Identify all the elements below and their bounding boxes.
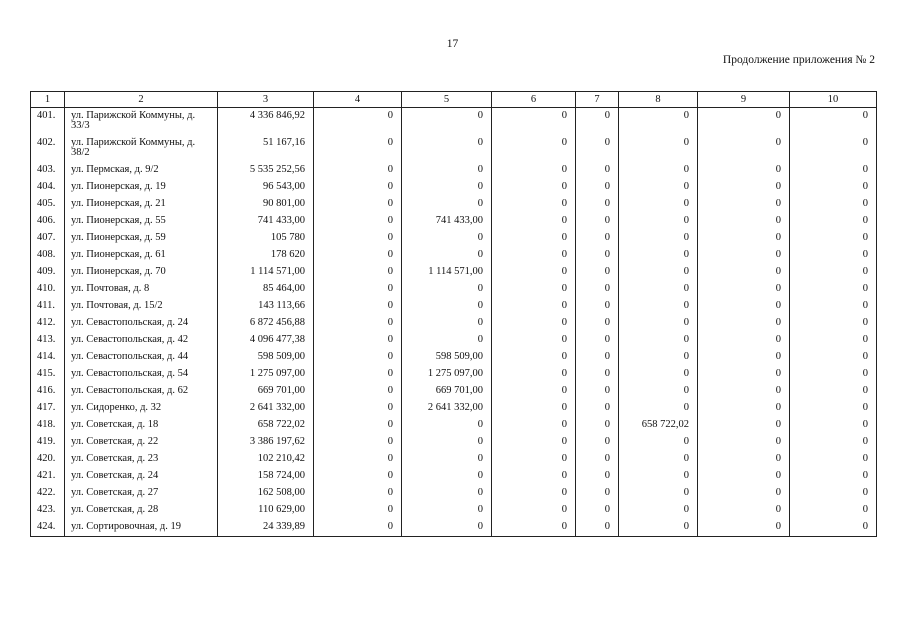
col3-value: 143 113,66 [218,298,314,315]
table-row [31,196,877,213]
col10-value: 0 [790,502,877,519]
table-row [31,332,877,349]
col6-value: 0 [492,196,576,213]
col5-value: 0 [402,332,492,349]
table-body [31,108,877,537]
col7-value: 0 [576,366,619,383]
col6-value: 0 [492,417,576,434]
col9-value: 0 [698,315,790,332]
row-number: 401. [31,108,65,136]
col6-value: 0 [492,213,576,230]
address-cell: ул. Советская, д. 24 [65,468,218,485]
col8-value: 0 [619,135,698,162]
column-header: 8 [619,92,698,108]
col4-value: 0 [314,451,402,468]
col5-value: 0 [402,230,492,247]
col4-value: 0 [314,383,402,400]
col4-value: 0 [314,162,402,179]
col10-value: 0 [790,230,877,247]
col8-value: 0 [619,196,698,213]
address-cell: ул. Пермская, д. 9/2 [65,162,218,179]
col5-value: 0 [402,315,492,332]
address-cell: ул. Сидоренко, д. 32 [65,400,218,417]
col7-value: 0 [576,315,619,332]
col6-value: 0 [492,485,576,502]
col3-value: 24 339,89 [218,519,314,537]
col9-value: 0 [698,366,790,383]
col9-value: 0 [698,451,790,468]
col5-value: 1 114 571,00 [402,264,492,281]
col9-value: 0 [698,162,790,179]
col4-value: 0 [314,315,402,332]
row-number: 416. [31,383,65,400]
col7-value: 0 [576,108,619,136]
table-row [31,179,877,196]
col4-value: 0 [314,485,402,502]
col6-value: 0 [492,383,576,400]
col3-value: 598 509,00 [218,349,314,366]
col3-value: 110 629,00 [218,502,314,519]
col9-value: 0 [698,383,790,400]
address-cell: ул. Севастопольская, д. 44 [65,349,218,366]
col7-value: 0 [576,247,619,264]
col3-value: 5 535 252,56 [218,162,314,179]
row-number: 409. [31,264,65,281]
col7-value: 0 [576,502,619,519]
column-header: 3 [218,92,314,108]
col10-value: 0 [790,298,877,315]
row-number: 422. [31,485,65,502]
col3-value: 4 336 846,92 [218,108,314,136]
col4-value: 0 [314,468,402,485]
col7-value: 0 [576,135,619,162]
row-number: 403. [31,162,65,179]
col3-value: 2 641 332,00 [218,400,314,417]
col4-value: 0 [314,179,402,196]
col3-value: 1 114 571,00 [218,264,314,281]
address-cell: ул. Советская, д. 23 [65,451,218,468]
col4-value: 0 [314,519,402,537]
col8-value: 0 [619,468,698,485]
col4-value: 0 [314,400,402,417]
address-cell: ул. Почтовая, д. 15/2 [65,298,218,315]
address-cell: ул. Пионерская, д. 61 [65,247,218,264]
col8-value: 0 [619,434,698,451]
col7-value: 0 [576,400,619,417]
col9-value: 0 [698,332,790,349]
col5-value: 0 [402,485,492,502]
col9-value: 0 [698,417,790,434]
col10-value: 0 [790,281,877,298]
col8-value: 0 [619,451,698,468]
row-number: 424. [31,519,65,537]
col9-value: 0 [698,298,790,315]
col6-value: 0 [492,315,576,332]
column-header: 2 [65,92,218,108]
col9-value: 0 [698,502,790,519]
col9-value: 0 [698,281,790,298]
column-header: 5 [402,92,492,108]
col5-value: 2 641 332,00 [402,400,492,417]
col8-value: 0 [619,400,698,417]
col5-value: 741 433,00 [402,213,492,230]
col6-value: 0 [492,108,576,136]
address-cell: ул. Севастопольская, д. 42 [65,332,218,349]
col7-value: 0 [576,434,619,451]
address-cell: ул. Парижской Коммуны, д. 38/2 [65,135,218,162]
col8-value: 0 [619,502,698,519]
col3-value: 85 464,00 [218,281,314,298]
col4-value: 0 [314,332,402,349]
col9-value: 0 [698,230,790,247]
col3-value: 1 275 097,00 [218,366,314,383]
col4-value: 0 [314,264,402,281]
col4-value: 0 [314,298,402,315]
col8-value: 0 [619,519,698,537]
col7-value: 0 [576,281,619,298]
row-number: 404. [31,179,65,196]
row-number: 412. [31,315,65,332]
address-cell: ул. Севастопольская, д. 24 [65,315,218,332]
col3-value: 158 724,00 [218,468,314,485]
table-row [31,468,877,485]
column-header: 6 [492,92,576,108]
col7-value: 0 [576,485,619,502]
col10-value: 0 [790,213,877,230]
address-cell: ул. Пионерская, д. 21 [65,196,218,213]
page-number: 17 [446,38,459,50]
table-row [31,519,877,537]
col9-value: 0 [698,468,790,485]
address-cell: ул. Пионерская, д. 19 [65,179,218,196]
col8-value: 0 [619,383,698,400]
col6-value: 0 [492,230,576,247]
row-number: 414. [31,349,65,366]
col10-value: 0 [790,135,877,162]
col3-value: 96 543,00 [218,179,314,196]
col7-value: 0 [576,519,619,537]
table-row [31,281,877,298]
col5-value: 0 [402,298,492,315]
col3-value: 669 701,00 [218,383,314,400]
col5-value: 0 [402,196,492,213]
col6-value: 0 [492,247,576,264]
col3-value: 4 096 477,38 [218,332,314,349]
col10-value: 0 [790,434,877,451]
col3-value: 3 386 197,62 [218,434,314,451]
col7-value: 0 [576,230,619,247]
col5-value: 0 [402,135,492,162]
col3-value: 741 433,00 [218,213,314,230]
col4-value: 0 [314,349,402,366]
row-number: 415. [31,366,65,383]
col10-value: 0 [790,332,877,349]
col10-value: 0 [790,108,877,136]
col10-value: 0 [790,400,877,417]
col8-value: 0 [619,230,698,247]
col5-value: 0 [402,179,492,196]
address-cell: ул. Советская, д. 28 [65,502,218,519]
appendix-continuation-note: Продолжение приложения № 2 [722,54,875,66]
col6-value: 0 [492,332,576,349]
col10-value: 0 [790,179,877,196]
table-row [31,451,877,468]
col8-value: 0 [619,332,698,349]
col8-value: 0 [619,213,698,230]
col5-value: 0 [402,108,492,136]
row-number: 402. [31,135,65,162]
col6-value: 0 [492,298,576,315]
table-row [31,485,877,502]
col10-value: 0 [790,417,877,434]
column-header: 7 [576,92,619,108]
col5-value: 669 701,00 [402,383,492,400]
col3-value: 658 722,02 [218,417,314,434]
row-number: 411. [31,298,65,315]
col4-value: 0 [314,196,402,213]
col7-value: 0 [576,332,619,349]
col5-value: 598 509,00 [402,349,492,366]
address-cell: ул. Почтовая, д. 8 [65,281,218,298]
row-number: 406. [31,213,65,230]
col10-value: 0 [790,366,877,383]
col8-value: 0 [619,298,698,315]
col9-value: 0 [698,247,790,264]
col6-value: 0 [492,135,576,162]
column-header: 4 [314,92,402,108]
col6-value: 0 [492,349,576,366]
col5-value: 0 [402,434,492,451]
col4-value: 0 [314,281,402,298]
col7-value: 0 [576,468,619,485]
col5-value: 0 [402,468,492,485]
col10-value: 0 [790,315,877,332]
col6-value: 0 [492,519,576,537]
address-cell: ул. Советская, д. 27 [65,485,218,502]
row-number: 408. [31,247,65,264]
col9-value: 0 [698,135,790,162]
col3-value: 105 780 [218,230,314,247]
table-row [31,230,877,247]
column-header: 10 [790,92,877,108]
col6-value: 0 [492,179,576,196]
address-cell: ул. Сортировочная, д. 19 [65,519,218,537]
col7-value: 0 [576,451,619,468]
header-row [31,92,877,108]
table-row [31,247,877,264]
col9-value: 0 [698,196,790,213]
col9-value: 0 [698,108,790,136]
col10-value: 0 [790,485,877,502]
col10-value: 0 [790,468,877,485]
row-number: 413. [31,332,65,349]
address-cell: ул. Пионерская, д. 70 [65,264,218,281]
col6-value: 0 [492,264,576,281]
col6-value: 0 [492,434,576,451]
col10-value: 0 [790,247,877,264]
table-row [31,349,877,366]
address-cell: ул. Парижской Коммуны, д. 33/3 [65,108,218,136]
row-number: 420. [31,451,65,468]
col4-value: 0 [314,135,402,162]
row-number: 423. [31,502,65,519]
col7-value: 0 [576,298,619,315]
table-row [31,264,877,281]
column-header: 9 [698,92,790,108]
col4-value: 0 [314,502,402,519]
col6-value: 0 [492,281,576,298]
col9-value: 0 [698,485,790,502]
col6-value: 0 [492,400,576,417]
col8-value: 0 [619,179,698,196]
row-number: 405. [31,196,65,213]
table-row [31,213,877,230]
col5-value: 0 [402,451,492,468]
row-number: 407. [31,230,65,247]
col9-value: 0 [698,400,790,417]
col8-value: 658 722,02 [619,417,698,434]
col6-value: 0 [492,468,576,485]
row-number: 421. [31,468,65,485]
table-row [31,400,877,417]
column-header: 1 [31,92,65,108]
col8-value: 0 [619,264,698,281]
table-row [31,298,877,315]
table-row [31,502,877,519]
col4-value: 0 [314,366,402,383]
col7-value: 0 [576,349,619,366]
col5-value: 0 [402,417,492,434]
address-cell: ул. Советская, д. 18 [65,417,218,434]
col5-value: 0 [402,502,492,519]
table-row [31,383,877,400]
col6-value: 0 [492,162,576,179]
col3-value: 162 508,00 [218,485,314,502]
col4-value: 0 [314,417,402,434]
col4-value: 0 [314,108,402,136]
col7-value: 0 [576,179,619,196]
col10-value: 0 [790,196,877,213]
col8-value: 0 [619,108,698,136]
col10-value: 0 [790,349,877,366]
col3-value: 51 167,16 [218,135,314,162]
col5-value: 0 [402,281,492,298]
table-row [31,434,877,451]
address-cell: ул. Севастопольская, д. 62 [65,383,218,400]
col9-value: 0 [698,213,790,230]
col10-value: 0 [790,519,877,537]
table-row [31,162,877,179]
col7-value: 0 [576,383,619,400]
col5-value: 0 [402,162,492,179]
col7-value: 0 [576,196,619,213]
col8-value: 0 [619,162,698,179]
col10-value: 0 [790,383,877,400]
col10-value: 0 [790,162,877,179]
col9-value: 0 [698,264,790,281]
col8-value: 0 [619,281,698,298]
col3-value: 90 801,00 [218,196,314,213]
col6-value: 0 [492,366,576,383]
col9-value: 0 [698,434,790,451]
col5-value: 1 275 097,00 [402,366,492,383]
data-table [30,91,877,537]
col8-value: 0 [619,366,698,383]
col8-value: 0 [619,349,698,366]
col9-value: 0 [698,179,790,196]
col8-value: 0 [619,247,698,264]
col6-value: 0 [492,502,576,519]
table-row [31,315,877,332]
col9-value: 0 [698,519,790,537]
col4-value: 0 [314,230,402,247]
table-row [31,108,877,136]
col3-value: 6 872 456,88 [218,315,314,332]
row-number: 417. [31,400,65,417]
table-row [31,417,877,434]
address-cell: ул. Пионерская, д. 55 [65,213,218,230]
col8-value: 0 [619,485,698,502]
table-row [31,135,877,162]
col5-value: 0 [402,519,492,537]
col7-value: 0 [576,162,619,179]
col3-value: 178 620 [218,247,314,264]
address-cell: ул. Советская, д. 22 [65,434,218,451]
address-cell: ул. Пионерская, д. 59 [65,230,218,247]
col5-value: 0 [402,247,492,264]
col6-value: 0 [492,451,576,468]
col4-value: 0 [314,247,402,264]
col7-value: 0 [576,213,619,230]
col7-value: 0 [576,417,619,434]
col7-value: 0 [576,264,619,281]
col3-value: 102 210,42 [218,451,314,468]
col9-value: 0 [698,349,790,366]
col4-value: 0 [314,434,402,451]
row-number: 419. [31,434,65,451]
row-number: 410. [31,281,65,298]
row-number: 418. [31,417,65,434]
col10-value: 0 [790,264,877,281]
col8-value: 0 [619,315,698,332]
address-cell: ул. Севастопольская, д. 54 [65,366,218,383]
col10-value: 0 [790,451,877,468]
table-row [31,366,877,383]
col4-value: 0 [314,213,402,230]
